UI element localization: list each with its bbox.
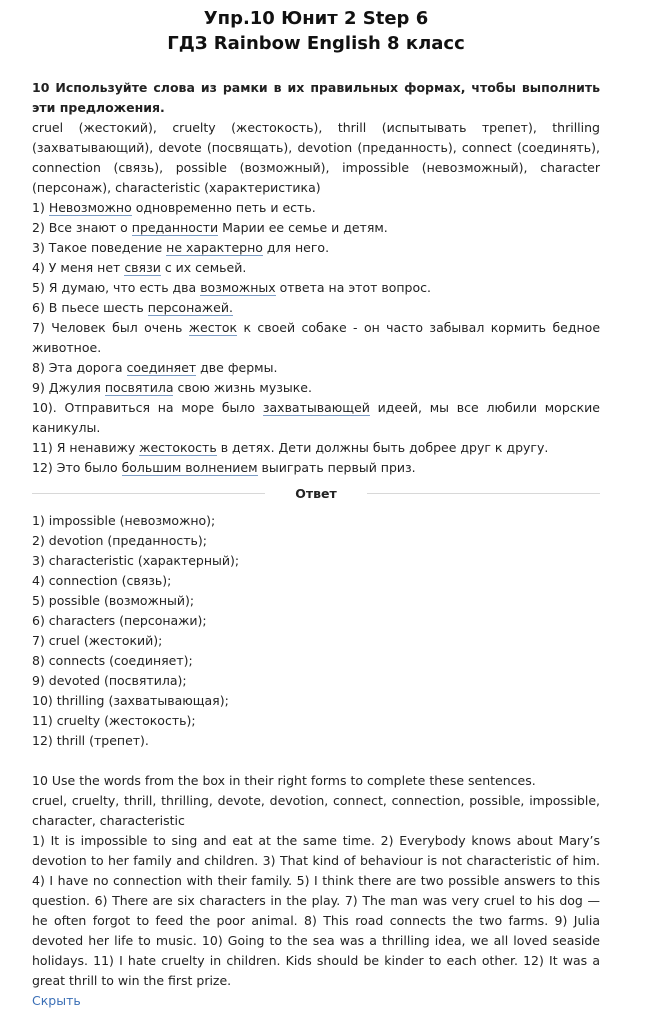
title-line-2: ГДЗ Rainbow English 8 класс <box>167 33 465 54</box>
answer-item: 8) connects (соединяет); <box>32 653 193 668</box>
sentence-text: 9) Джулия <box>32 380 105 395</box>
sentence-text: 1) <box>32 200 49 215</box>
sentence-item <box>32 378 600 398</box>
sentence-answer: захватывающей <box>262 400 370 415</box>
page-title <box>32 6 600 56</box>
english-heading: 10 Use the words from the box in their right forms to complete these sentences. <box>32 773 536 788</box>
sentence-item <box>32 358 600 378</box>
sentence-text: 6) В пьесе шесть <box>32 300 148 315</box>
sentence-answer: возможных <box>200 280 276 295</box>
sentence-text: 3) Такое поведение <box>32 240 167 255</box>
sentence-text: 8) Эта дорога <box>32 360 127 375</box>
sentence-text: 4) У меня нет <box>32 260 125 275</box>
sentence-answer: Невозможно <box>48 200 132 215</box>
sentence-item <box>32 278 600 298</box>
sentence-text: одновременно петь и есть. <box>131 200 316 215</box>
answer-item: 5) possible (возможный); <box>32 593 195 608</box>
sentence-answer: жестокость <box>139 440 217 455</box>
sentence-text: для него. <box>262 240 330 255</box>
sentence-answer: посвятила <box>104 380 174 395</box>
divider-rule-left <box>32 493 265 494</box>
answer-item: 9) devoted (посвятила); <box>32 673 187 688</box>
sentence-item <box>32 258 600 278</box>
answer-item: 12) thrill (трепет). <box>32 733 149 748</box>
sentence-text: свою жизнь музыке. <box>173 380 312 395</box>
sentence-item <box>32 238 600 258</box>
answer-item: 6) characters (персонажи); <box>32 613 207 628</box>
sentence-text: 7) Человек был очень <box>32 320 189 335</box>
answer-item: 7) cruel (жестокий); <box>32 633 163 648</box>
sentence-text: в детях. Дети должны быть добрее друг к другу. <box>216 440 549 455</box>
sentence-item <box>32 398 600 438</box>
word-list: cruel (жестокий), cruelty (жестокость), thrill (испытывать трепет), thrilling (захватывающий), devote (посвящать), devotion (преданность), connect (соединять), connection (связь), possible (возможный), impossible (невозможный), character (персонаж), characteristic (характеристика) <box>32 120 600 195</box>
answer-item: 2) devotion (преданность); <box>32 533 207 548</box>
sentence-answer: преданности <box>131 220 219 235</box>
answer-item: 3) characteristic (характерный); <box>32 553 240 568</box>
sentence-answer: связи <box>124 260 161 275</box>
sentence-text: выиграть первый приз. <box>257 460 416 475</box>
sentence-answer: персонажей. <box>147 300 233 315</box>
answer-list <box>32 511 600 751</box>
divider-rule-right <box>367 493 600 494</box>
sentence-text: две фермы. <box>196 360 278 375</box>
sentence-item <box>32 438 600 458</box>
sentence-text: 2) Все знают о <box>32 220 132 235</box>
sentence-item <box>32 318 600 358</box>
english-section <box>32 771 600 991</box>
sentence-item <box>32 458 600 478</box>
sentence-answer: соединяет <box>126 360 197 375</box>
answer-divider <box>32 486 600 501</box>
sentence-text: идеей, мы все любили морские каникулы. <box>32 400 600 435</box>
sentence-list <box>32 198 600 478</box>
answer-item: 11) cruelty (жестокость); <box>32 713 196 728</box>
sentence-text: с их семьей. <box>160 260 247 275</box>
sentence-answer: жесток <box>188 320 238 335</box>
sentence-text: ответа на этот вопрос. <box>275 280 431 295</box>
answer-label: Ответ <box>295 486 337 501</box>
sentence-text: Марии ее семье и детям. <box>218 220 388 235</box>
hide-link[interactable]: Скрыть <box>32 993 81 1008</box>
sentence-text: 10). Отправиться на море было <box>32 400 263 415</box>
sentence-text: 5) Я думаю, что есть два <box>32 280 201 295</box>
title-line-1: Упр.10 Юнит 2 Step 6 <box>203 8 429 29</box>
english-text: 1) It is impossible to sing and eat at the same time. 2) Everybody knows about Mary’s devotion to her family and children. 3) That kind of behaviour is not characteristic of him. 4) I have no connection with their family. 5) I think there are two possible answers to this question. 6) There are six characters in the play. 7) The man was very cruel to his dog — he often forgot to feed the poor animal. 8) This road connects the two farms. 9) Julia devoted her life to music. 10) Going to the sea was a thrilling idea, we all loved seaside holidays. 11) I hate cruelty in children. Kids should be kinder to each other. 12) It was a great thrill to win the first prize. <box>32 833 600 988</box>
sentence-text: к своей собаке - он часто забывал кормить бедное животное. <box>32 320 601 355</box>
english-words: cruel, cruelty, thrill, thrilling, devote, devotion, connect, connection, possible, impossible, character, characteristic <box>32 793 600 828</box>
sentence-text: 12) Это было <box>32 460 122 475</box>
sentence-item <box>32 218 600 238</box>
sentence-answer: не характерно <box>166 240 263 255</box>
task-heading: 10 Используйте слова из рамки в их правильных формах, чтобы выполнить эти предложения. <box>32 80 600 115</box>
sentence-item <box>32 298 600 318</box>
answer-item: 1) impossible (невозможно); <box>32 513 216 528</box>
answer-item: 4) connection (связь); <box>32 573 172 588</box>
sentence-item <box>32 198 600 218</box>
sentence-answer: большим волнением <box>121 460 258 475</box>
sentence-text: 11) Я ненавижу <box>32 440 140 455</box>
answer-item: 10) thrilling (захватывающая); <box>32 693 229 708</box>
